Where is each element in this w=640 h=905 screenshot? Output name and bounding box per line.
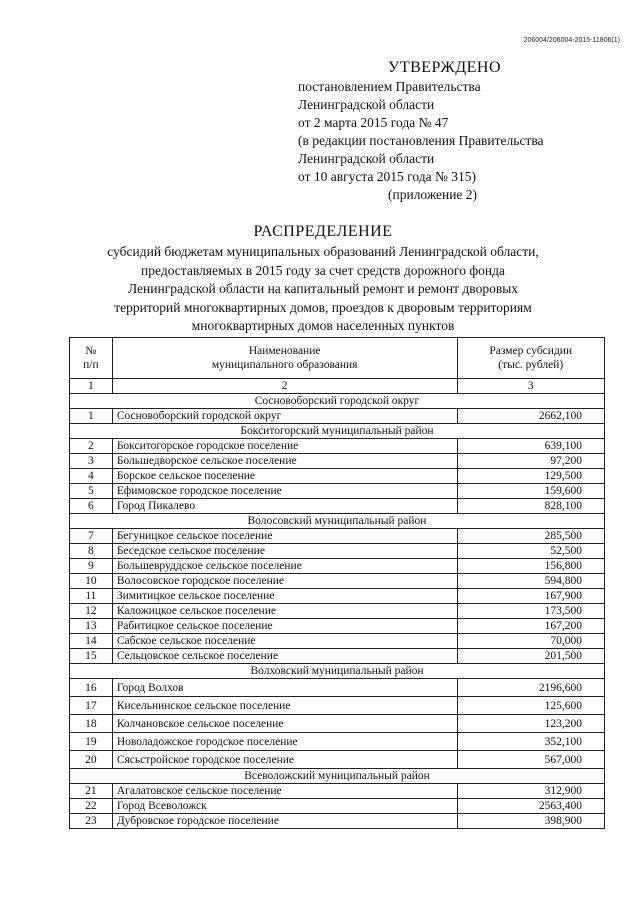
subsidy-amount: 352,100 [457,733,605,751]
subsidy-amount: 828,100 [457,499,605,514]
subsidy-amount: 2563,400 [457,799,605,814]
section-title: Бокситогорский муниципальный район [70,424,605,439]
row-number: 18 [70,715,113,733]
heading-line: предоставляемых в 2015 году за счет средств дорожного фонда [141,262,505,278]
row-number: 19 [70,733,113,751]
subsidy-amount: 159,600 [457,484,605,499]
subsidy-amount: 52,500 [457,544,605,559]
municipality-name: Колчановское сельское поселение [112,715,457,733]
row-number: 7 [70,529,113,544]
table-header-row [70,338,605,379]
section-title: Сосновоборский городской округ [70,394,605,409]
header-value-line: (тыс. рублей) [498,359,564,371]
row-number: 8 [70,544,113,559]
row-number: 23 [70,814,113,829]
subsidy-amount: 167,200 [457,619,605,634]
approval-block [298,58,618,204]
municipality-name: Ефимовское городское поселение [112,484,457,499]
header-num-line: № [85,345,97,357]
row-number: 15 [70,649,113,664]
table-row [70,619,605,634]
row-number: 9 [70,559,113,574]
subsidy-amount: 312,900 [457,784,605,799]
municipality-name: Новоладожское городское поселение [112,733,457,751]
subsidy-amount: 70,000 [457,634,605,649]
section-row [70,664,605,679]
table-row [70,544,605,559]
document-heading [40,222,606,336]
municipality-name: Сосновоборский городской округ [112,409,457,424]
table-row [70,484,605,499]
table-row [70,697,605,715]
subsidy-amount: 594,800 [457,574,605,589]
table-row [70,715,605,733]
municipality-name: Кисельнинское сельское поселение [112,697,457,715]
approval-line: от 10 августа 2015 года № 315) [298,169,476,184]
approval-title: УТВЕРЖДЕНО [388,59,502,76]
approval-line: постановлением Правительства [298,79,481,94]
approval-line: Ленинградской области [298,97,435,112]
table-row [70,799,605,814]
subsidy-amount: 129,500 [457,469,605,484]
table-row [70,574,605,589]
table-row [70,751,605,769]
subsidy-amount: 156,800 [457,559,605,574]
table-row [70,733,605,751]
municipality-name: Рабитицкое сельское поселение [112,619,457,634]
section-row [70,769,605,784]
municipality-name: Дубровское городское поселение [112,814,457,829]
table-row [70,469,605,484]
table-row [70,454,605,469]
row-number: 12 [70,604,113,619]
heading-title: РАСПРЕДЕЛЕНИЕ [253,223,393,240]
municipality-name: Волосовское городское поселение [112,574,457,589]
municipality-name: Агалатовское сельское поселение [112,784,457,799]
row-number: 5 [70,484,113,499]
table-row [70,439,605,454]
header-name-line: Наименование [248,345,321,357]
subsidy-amount: 123,200 [457,715,605,733]
subsidy-amount: 285,500 [457,529,605,544]
column-number: 1 [70,379,113,394]
section-row [70,394,605,409]
table-row [70,649,605,664]
municipality-name: Бокситогорское городское поселение [112,439,457,454]
header-value [457,338,605,379]
table-row [70,559,605,574]
row-number: 17 [70,697,113,715]
row-number: 11 [70,589,113,604]
row-number: 1 [70,409,113,424]
subsidy-amount: 201,500 [457,649,605,664]
table-row [70,499,605,514]
approval-line: (приложение 2) [388,187,478,202]
subsidy-amount: 2196,600 [457,679,605,697]
approval-line: от 2 марта 2015 года № 47 [298,115,449,130]
subsidy-amount: 167,900 [457,589,605,604]
header-value-line: Размер субсидии [489,345,573,357]
section-title: Волосовский муниципальный район [70,514,605,529]
section-title: Всеволожский муниципальный район [70,769,605,784]
header-name [112,338,457,379]
subsidy-amount: 2662,100 [457,409,605,424]
row-number: 4 [70,469,113,484]
row-number: 20 [70,751,113,769]
municipality-name: Сясьстройское городское поселение [112,751,457,769]
approval-line: Ленинградской области [298,151,435,166]
column-number: 3 [457,379,605,394]
subsidy-amount: 567,000 [457,751,605,769]
row-number: 10 [70,574,113,589]
row-number: 6 [70,499,113,514]
municipality-name: Бегуницкое сельское поселение [112,529,457,544]
municipality-name: Борское сельское поселение [112,469,457,484]
table-row [70,604,605,619]
heading-line: многоквартирных домов населенных пунктов [191,318,455,334]
subsidy-amount: 97,200 [457,454,605,469]
header-name-line: муниципального образования [211,359,358,371]
table-row [70,529,605,544]
column-number-row [70,379,605,394]
municipality-name: Сельцовское сельское поселение [112,649,457,664]
table-row [70,409,605,424]
row-number: 2 [70,439,113,454]
subsidy-amount: 639,100 [457,439,605,454]
subsidy-amount: 173,500 [457,604,605,619]
row-number: 13 [70,619,113,634]
subsidy-amount: 398,900 [457,814,605,829]
municipality-name: Большевруддское сельское поселение [112,559,457,574]
municipality-name: Каложицкое сельское поселение [112,604,457,619]
row-number: 21 [70,784,113,799]
section-row [70,424,605,439]
table-row [70,589,605,604]
municipality-name: Город Волхов [112,679,457,697]
header-num [70,338,113,379]
approval-line: (в редакции постановления Правительства [298,133,544,148]
distribution-table [69,337,605,829]
municipality-name: Беседское сельское поселение [112,544,457,559]
municipality-name: Зимитицкое сельское поселение [112,589,457,604]
municipality-name: Город Пикалево [112,499,457,514]
municipality-name: Большедворское сельское поселение [112,454,457,469]
header-num-line: п/п [83,359,99,371]
subsidy-amount: 125,600 [457,697,605,715]
section-row [70,514,605,529]
municipality-name: Сабское сельское поселение [112,634,457,649]
heading-line: Ленинградской области на капитальный ремонт и ремонт дворовых [127,281,519,297]
table-row [70,634,605,649]
table-row [70,679,605,697]
row-number: 16 [70,679,113,697]
row-number: 22 [70,799,113,814]
table-row [70,784,605,799]
table-row [70,814,605,829]
row-number: 14 [70,634,113,649]
document-id: 206004/206004-2015-11806(1) [523,37,620,44]
section-title: Волховский муниципальный район [70,664,605,679]
heading-line: территорий многоквартирных домов, проездов к дворовым территориям [114,299,532,315]
column-number: 2 [112,379,457,394]
row-number: 3 [70,454,113,469]
heading-line: субсидий бюджетам муниципальных образований Ленинградской области, [107,244,539,259]
municipality-name: Город Всеволожск [112,799,457,814]
